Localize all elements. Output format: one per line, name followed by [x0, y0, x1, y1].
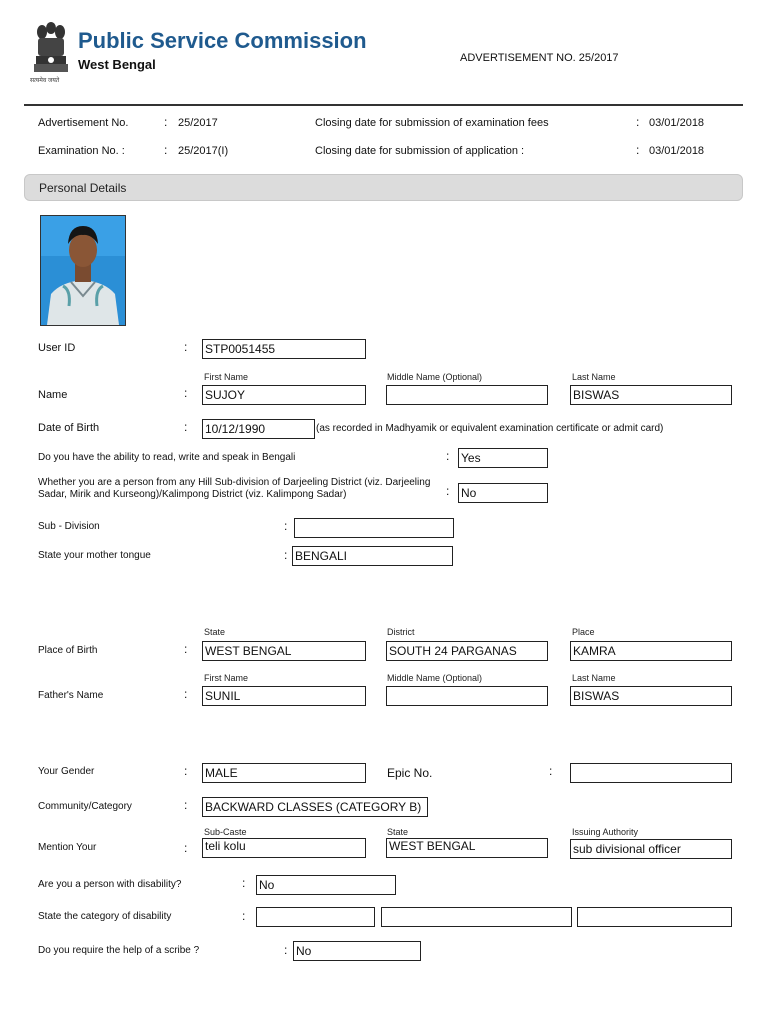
birth-state-field[interactable]: WEST BENGAL	[202, 641, 366, 661]
mother-tongue-field[interactable]: BENGALI	[292, 546, 453, 566]
birth-state-label: State	[204, 627, 226, 637]
father-middle-name-field[interactable]	[386, 686, 548, 706]
colon: :	[636, 115, 640, 129]
epic-field[interactable]	[570, 763, 732, 783]
last-name-field[interactable]: BISWAS	[570, 385, 732, 405]
adv-no-value: 25/2017	[178, 117, 218, 129]
colon: :	[184, 642, 188, 656]
colon: :	[242, 876, 246, 890]
birth-place-field[interactable]: KAMRA	[570, 641, 732, 661]
closing-app-label: Closing date for submission of application :	[315, 145, 525, 157]
first-name-field[interactable]: SUJOY	[202, 385, 366, 405]
advertisement-number: ADVERTISEMENT NO. 25/2017	[460, 52, 619, 64]
colon: :	[549, 764, 553, 778]
colon: :	[164, 115, 168, 129]
dob-field[interactable]: 10/12/1990	[202, 419, 315, 439]
emblem-caption: सत्यमेव जयते	[30, 78, 60, 84]
community-label: Community/Category	[38, 801, 132, 812]
middle-name-field[interactable]	[386, 385, 548, 405]
disability-category-label: State the category of disability	[38, 911, 172, 922]
disability-category-field-1[interactable]	[256, 907, 375, 927]
subdivision-field[interactable]	[294, 518, 454, 538]
disability-category-field-3[interactable]	[577, 907, 732, 927]
subdivision-label: Sub - Division	[38, 521, 100, 532]
disability-category-field-2[interactable]	[381, 907, 572, 927]
place-of-birth-label: Place of Birth	[38, 645, 98, 656]
commission-subtitle: West Bengal	[78, 57, 156, 72]
dob-label: Date of Birth	[38, 422, 100, 434]
father-name-label: Father's Name	[38, 690, 104, 701]
disability-field[interactable]: No	[256, 875, 396, 895]
disability-label: Are you a person with disability?	[38, 879, 182, 890]
colon: :	[184, 420, 188, 434]
header-divider	[24, 104, 743, 106]
commission-title: Public Service Commission	[78, 28, 367, 53]
scribe-label: Do you require the help of a scribe ?	[38, 945, 200, 956]
colon: :	[446, 484, 450, 498]
colon: :	[184, 687, 188, 701]
closing-app-value: 03/01/2018	[649, 145, 705, 157]
closing-fees-label: Closing date for submission of examination fees	[315, 117, 549, 129]
colon: :	[184, 798, 188, 812]
hill-label-line1: Whether you are a person from any Hill Sub-division of Darjeeling District (viz. Darjeeling	[38, 477, 431, 488]
exam-no-label: Examination No. :	[38, 145, 125, 157]
colon: :	[242, 909, 246, 923]
gender-field[interactable]: MALE	[202, 763, 366, 783]
user-id-field[interactable]: STP0051455	[202, 339, 366, 359]
father-last-name-field[interactable]: BISWAS	[570, 686, 732, 706]
birth-district-field[interactable]: SOUTH 24 PARGANAS	[386, 641, 548, 661]
community-field[interactable]: BACKWARD CLASSES (CATEGORY B)	[202, 797, 428, 817]
colon: :	[184, 764, 188, 778]
applicant-photo	[40, 215, 126, 326]
epic-label: Epic No.	[387, 766, 433, 780]
subcaste-label: Sub-Caste	[204, 827, 247, 837]
birth-place-sub-label: Place	[572, 627, 595, 637]
colon: :	[164, 143, 168, 157]
section-title: Personal Details	[39, 181, 127, 195]
bengali-label: Do you have the ability to read, write and speak in Bengali	[38, 452, 296, 463]
gender-label: Your Gender	[38, 766, 95, 777]
colon: :	[284, 519, 288, 533]
father-last-name-label: Last Name	[572, 673, 616, 683]
personal-details-header	[24, 174, 743, 201]
colon: :	[446, 449, 450, 463]
user-id-label: User ID	[38, 342, 76, 354]
issuing-authority-field[interactable]: sub divisional officer	[570, 839, 732, 859]
dob-note: (as recorded in Madhyamik or equivalent examination certificate or admit card)	[316, 423, 664, 434]
issuing-authority-label: Issuing Authority	[572, 827, 639, 837]
mention-state-label: State	[387, 827, 409, 837]
colon: :	[184, 386, 188, 400]
birth-district-label: District	[387, 627, 415, 637]
hill-field[interactable]: No	[458, 483, 548, 503]
mention-state-field[interactable]: WEST BENGAL	[386, 838, 548, 858]
closing-fees-value: 03/01/2018	[649, 117, 705, 129]
colon: :	[284, 943, 288, 957]
colon: :	[636, 143, 640, 157]
bengali-field[interactable]: Yes	[458, 448, 548, 468]
subcaste-field[interactable]: teli kolu	[202, 838, 366, 858]
colon: :	[184, 841, 188, 855]
colon: :	[184, 340, 188, 354]
hill-label-line2: Sadar, Mirik and Kurseong)/Kalimpong District (viz. Kalimpong Sadar)	[38, 489, 347, 500]
scribe-field[interactable]: No	[293, 941, 421, 961]
mother-tongue-label: State your mother tongue	[38, 550, 151, 561]
mention-label: Mention Your	[38, 842, 97, 853]
exam-no-value: 25/2017(I)	[178, 145, 229, 157]
adv-no-label: Advertisement No.	[38, 117, 129, 129]
emblem-logo	[30, 16, 72, 86]
colon: :	[284, 548, 288, 562]
father-middle-name-label: Middle Name (Optional)	[387, 673, 483, 683]
first-name-label: First Name	[204, 372, 249, 382]
last-name-label: Last Name	[572, 372, 616, 382]
middle-name-label: Middle Name (Optional)	[387, 372, 483, 382]
name-label: Name	[38, 389, 68, 401]
father-first-name-label: First Name	[204, 673, 249, 683]
father-first-name-field[interactable]: SUNIL	[202, 686, 366, 706]
